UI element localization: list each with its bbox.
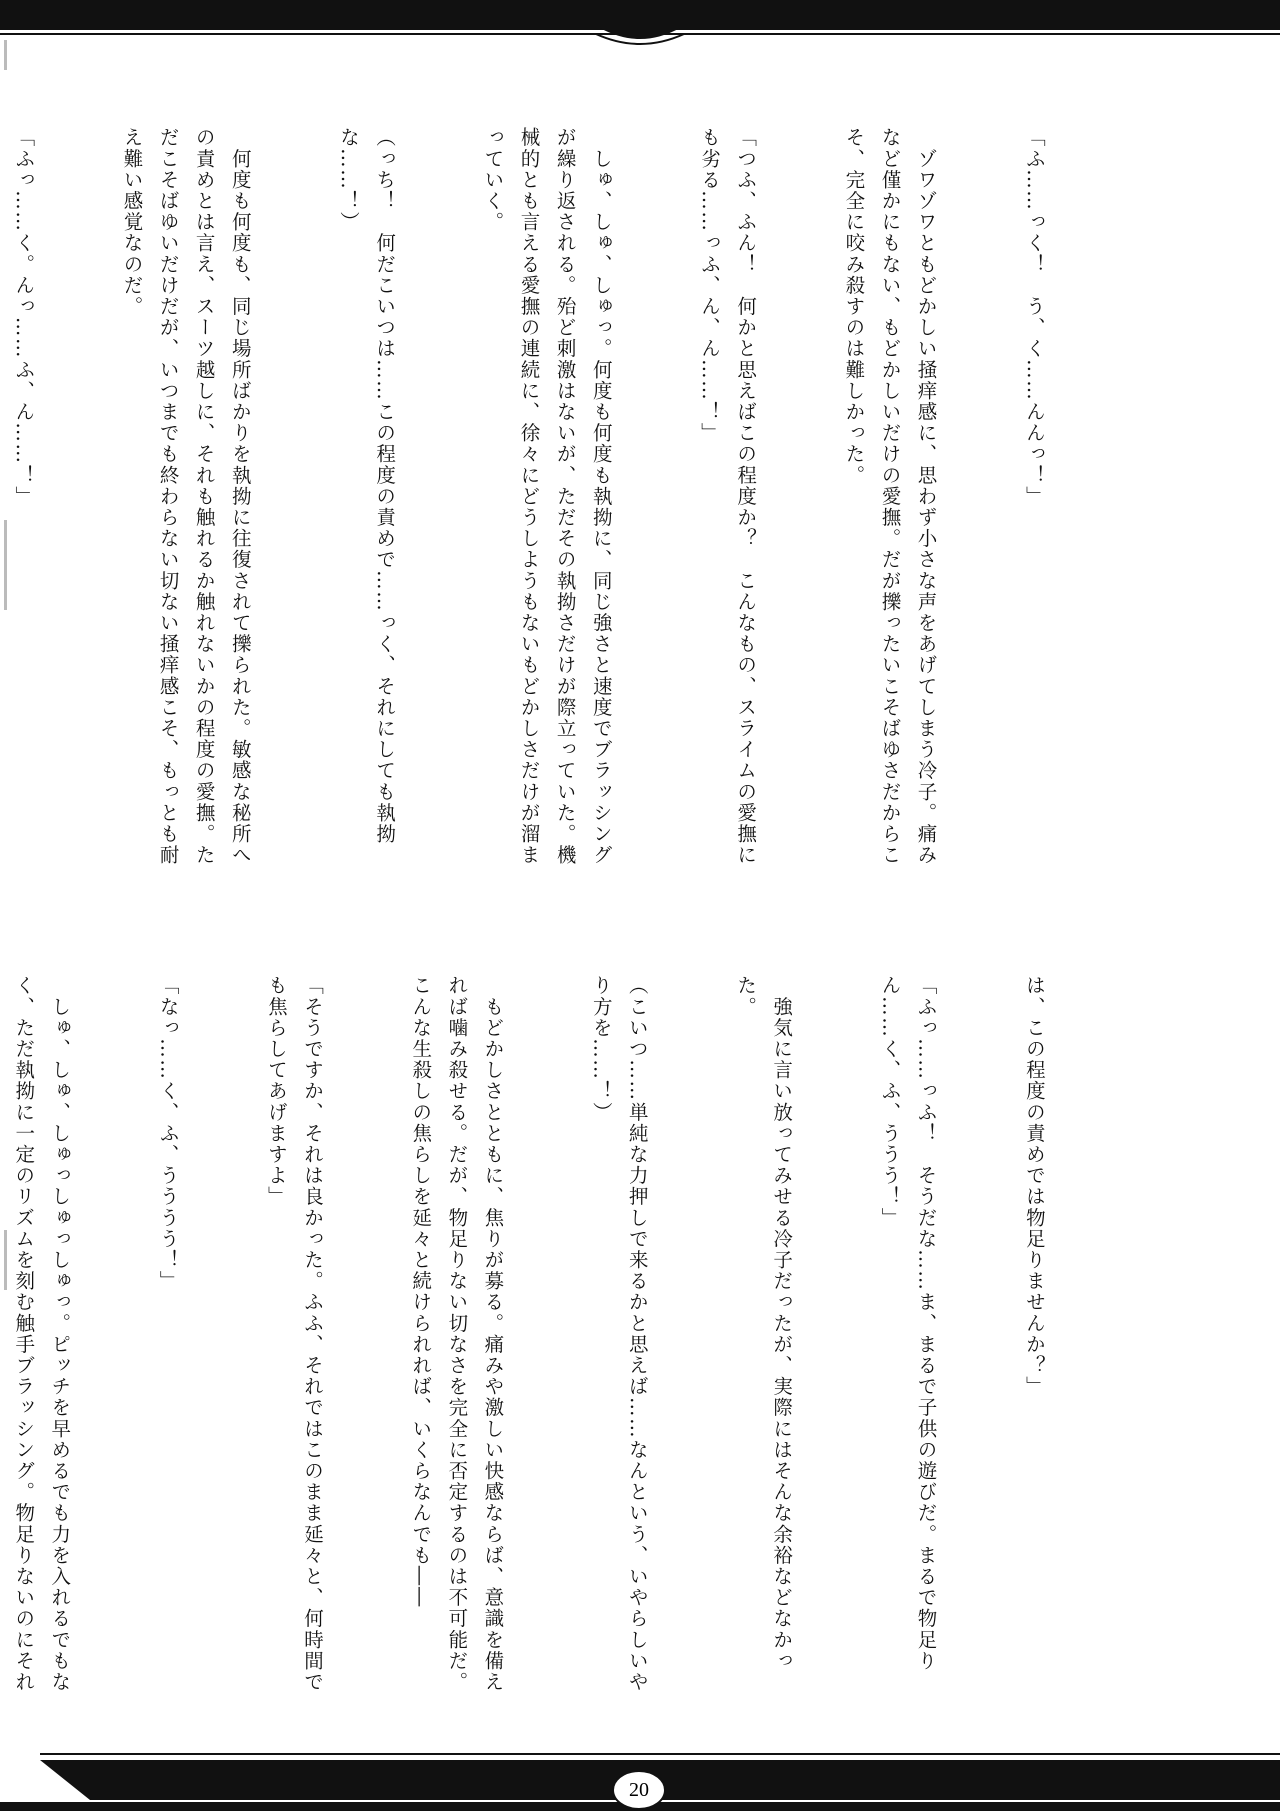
paragraph: 「つふ、ふん！ 何かと思えばこの程度か？ こんなもの、スライムの愛撫にも劣る……っふ、ん、ん……！」 [697, 127, 758, 866]
paragraph: 「そうですか、それは良かった。ふふ、それではこのまま延々と、何時間でも焦らしてあげますよ」 [264, 975, 324, 1693]
paragraph: 「ふっ……く。んっ……ふ、ん……！」 [12, 127, 36, 507]
paragraph: しゅ、しゅ、しゅっ。何度も何度も執拗に、同じ強さと速度でブラッシングが繰り返される。殆ど刺激はないが、ただその執拗さだけが際立っていた。機械的とも言える愛撫の連続に、徐々にどうしようもないもどかしさだけが溜まっていく。 [481, 127, 613, 866]
scan-edge-mark [4, 40, 7, 70]
paragraph: 「ふっ……っふ！ そうだな……ま、まるで子供の遊びだ。まるで物足りん……く、ふ、ううう！」 [878, 975, 938, 1672]
lower-text-block [12, 975, 1124, 1705]
paragraph: （こいつ……単純な力押しで来るかと思えば……なんという、いやらしいやり方を……！） [589, 975, 649, 1693]
top-decorative-band [0, 0, 1280, 48]
paragraph: ゾワゾワともどかしい掻痒感に、思わず小さな声をあげてしまう冷子。痛みなど僅かにもない、もどかしいだけの愛撫。だが擽ったいこそばゆさだからこそ、完全に咬み殺すのは難しかった。 [842, 127, 938, 866]
page-number: 20 [629, 1779, 649, 1801]
paragraph: 何度も何度も、同じ場所ばかりを執拗に往復されて擽られた。敏感な秘所への責めとは言え、スーツ越しに、それも触れるか触れないかの程度の愛撫。ただこそばゆいだけだが、いつまでも終わらない切ない掻痒感こそ、もっとも耐え難い感覚なのだ。 [120, 127, 252, 866]
paragraph: 「なっ……く、ふ、うううう！」 [156, 975, 180, 1292]
paragraph: しゅ、しゅ、しゅっしゅっしゅっ。ピッチを早めるでも力を入れるでもなく、ただ執拗に一定のリズムを刻む触手ブラッシング。物足りないのにそれ [12, 975, 72, 1693]
paragraph: （っち！ 何だこいつは……この程度の責めで……っく、それにしても執拗な……！） [337, 127, 397, 845]
paragraph: 「ふ……っく！ う、く……んんっ！」 [1022, 127, 1046, 507]
paragraph: は、この程度の責めでは物足りませんか？」 [1022, 975, 1046, 1397]
paragraph: もどかしさとともに、焦りが募る。痛みや激しい快感ならば、意識を備えれば噛み殺せる。だが、物足りない切なさを完全に否定するのは不可能だ。こんな生殺しの焦らしを延々と続けられれば、いくらなんでも―― [409, 975, 505, 1693]
upper-text-block [12, 127, 1124, 883]
paragraph: 強気に言い放ってみせる冷子だったが、実際にはそんな余裕などなかった。 [734, 975, 794, 1672]
